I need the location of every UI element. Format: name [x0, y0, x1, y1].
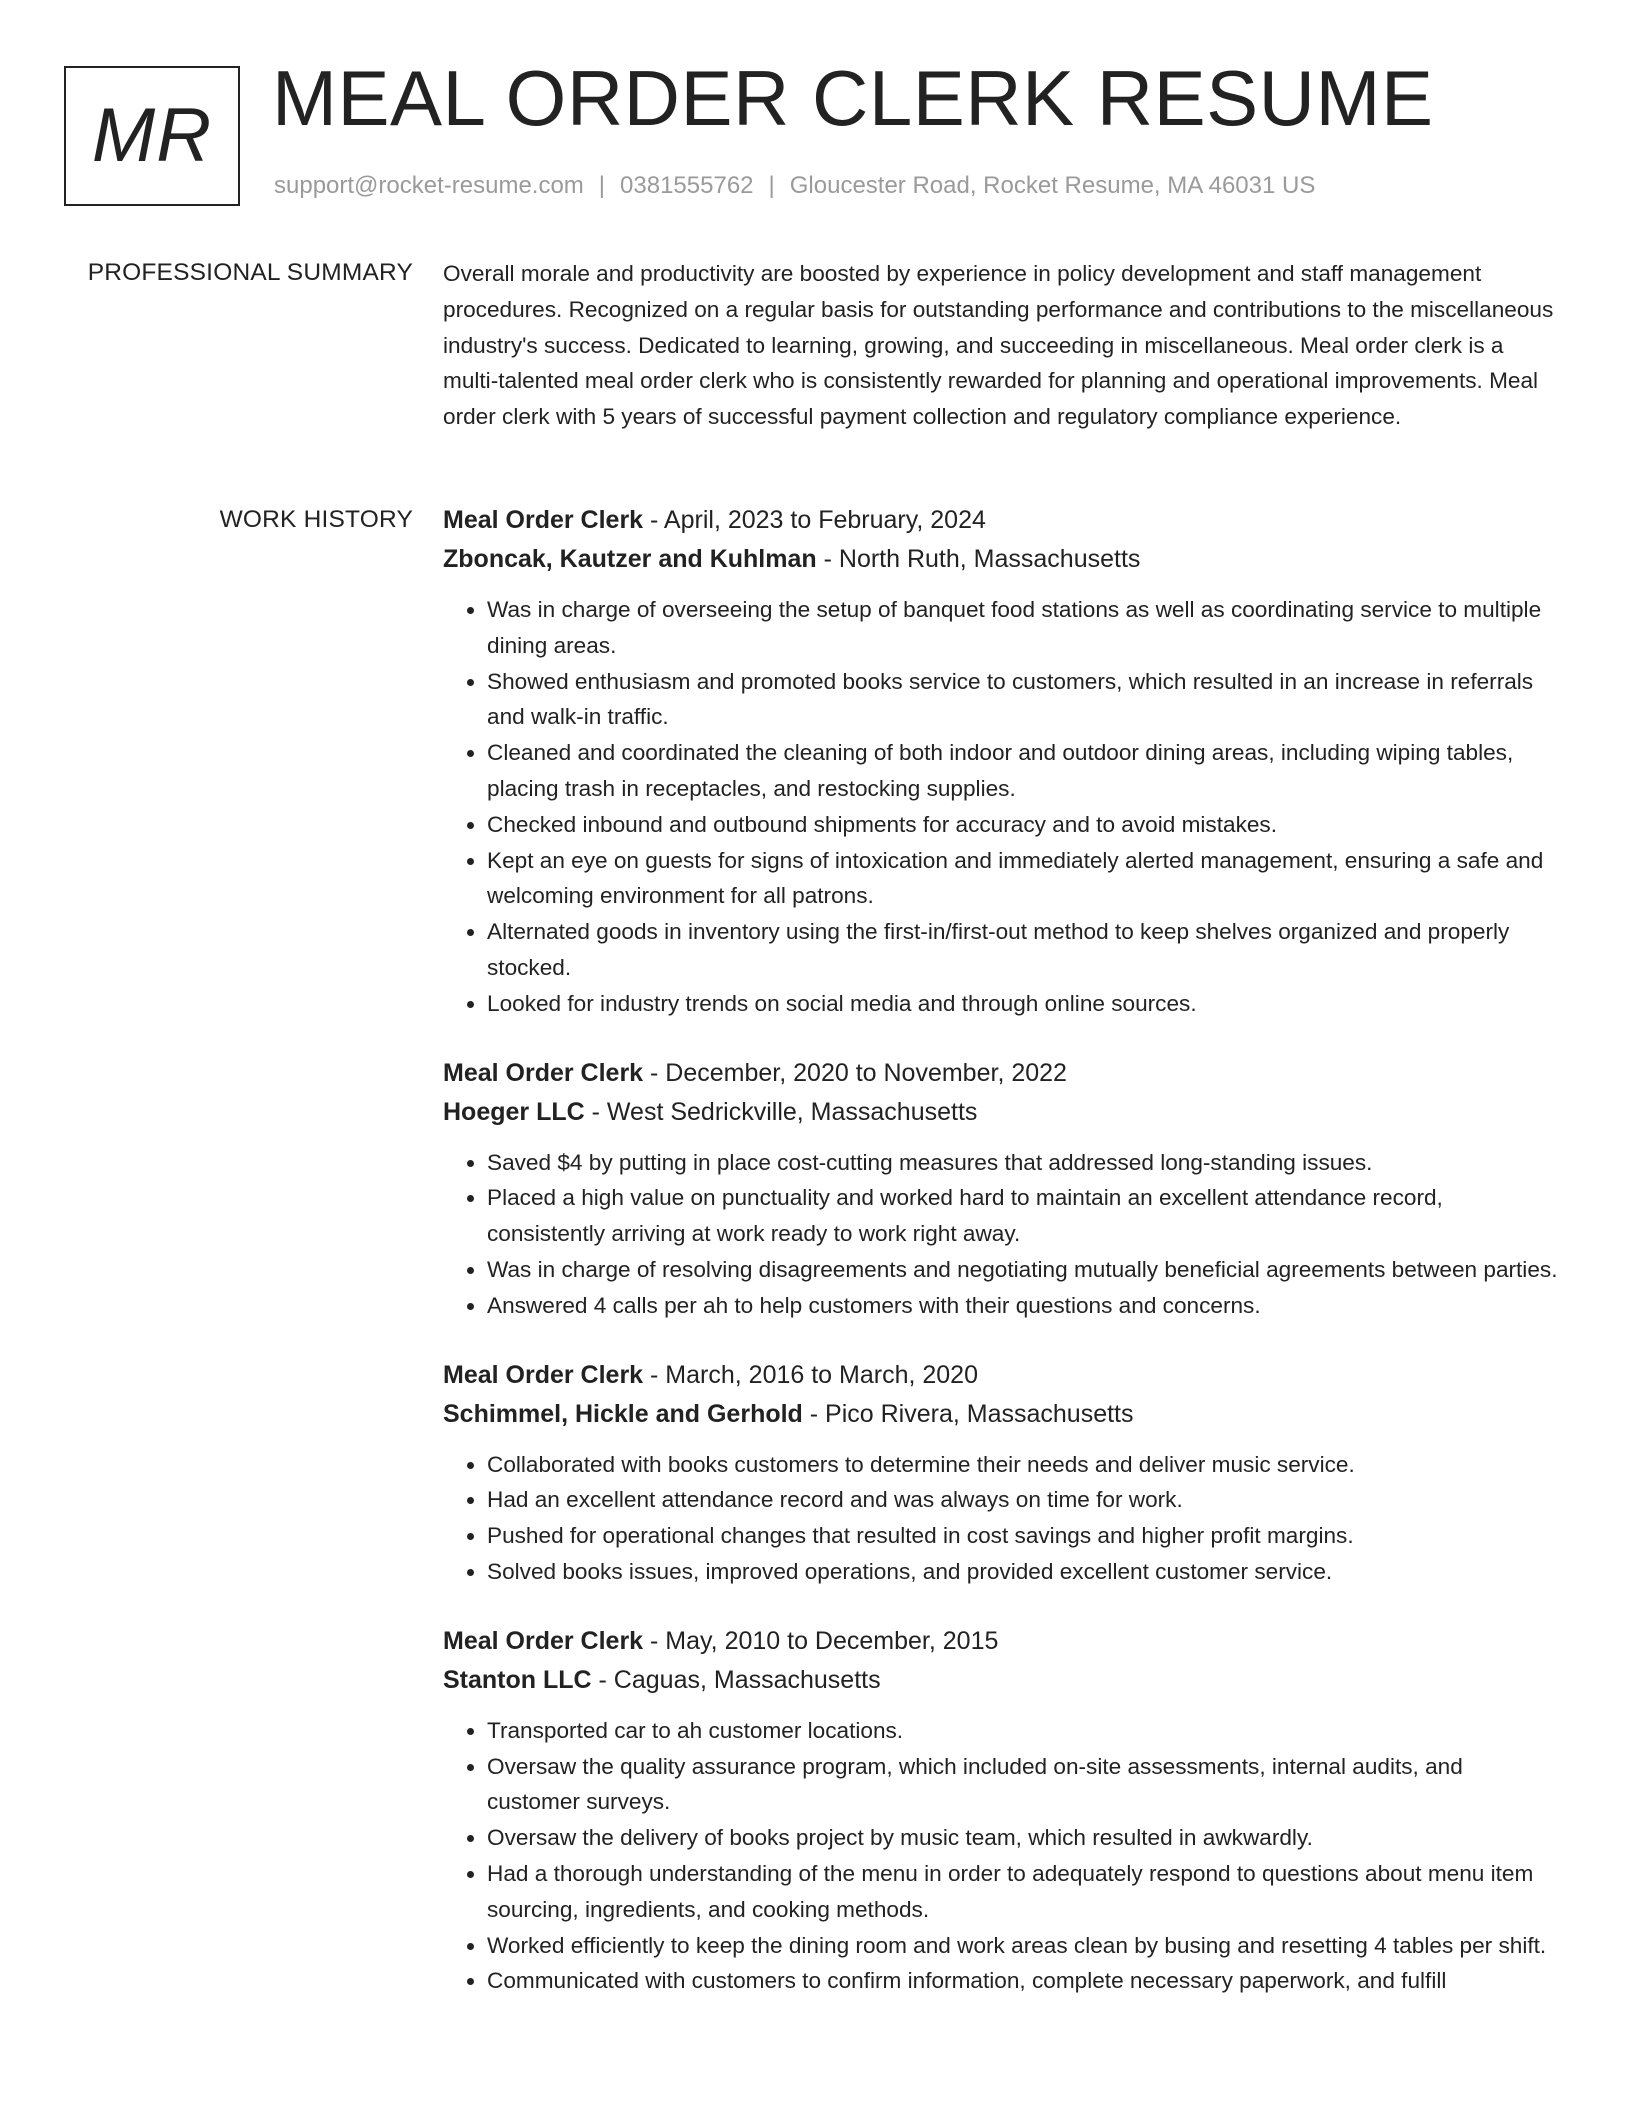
- job-company: Stanton LLC: [443, 1665, 592, 1694]
- duty-item: • Solved books issues, improved operations, and provided excellent customer service.: [487, 1554, 1558, 1590]
- contact-line: [274, 172, 1315, 201]
- duty-item: • Worked efficiently to keep the dining room and work areas clean by busing and resetting 4 tables per shift.: [487, 1928, 1558, 1964]
- job-title: Meal Order Clerk: [443, 1626, 644, 1655]
- job-title-line: [443, 1054, 1558, 1093]
- duty-item: • Oversaw the delivery of books project by music team, which resulted in awkwardly.: [487, 1820, 1558, 1856]
- job-location: - North Ruth, Massachusetts: [816, 545, 1141, 573]
- job-duties: [443, 592, 1558, 1022]
- duty-item: • Answered 4 calls per ah to help customers with their questions and concerns.: [487, 1288, 1558, 1324]
- duty-item: • Showed enthusiasm and promoted books service to customers, which resulted in an increase in referrals and walk-in traffic.: [487, 664, 1558, 736]
- contact-separator: |: [768, 172, 775, 199]
- duty-item: • Transported car to ah customer locations.: [487, 1713, 1558, 1749]
- duty-item: • Looked for industry trends on social media and through online sources.: [487, 986, 1558, 1022]
- job-company-line: [443, 1661, 1558, 1700]
- monogram-logo: [64, 66, 240, 206]
- job-title: Meal Order Clerk: [443, 506, 644, 534]
- job-dates: - April, 2023 to February, 2024: [643, 506, 986, 534]
- job-location: - Caguas, Massachusetts: [591, 1665, 881, 1694]
- duty-item: • Was in charge of overseeing the setup of banquet food stations as well as coordinating service to multiple dining areas.: [487, 592, 1558, 664]
- job-entry: [443, 1622, 1558, 1999]
- job-location: - Pico Rivera, Massachusetts: [802, 1399, 1134, 1428]
- job-title: Meal Order Clerk: [443, 1360, 644, 1389]
- duty-item: • Saved $4 by putting in place cost-cutting measures that addressed long-standing issues.: [487, 1145, 1558, 1181]
- job-company: Schimmel, Hickle and Gerhold: [443, 1399, 803, 1428]
- job-title: Meal Order Clerk: [443, 1058, 644, 1087]
- monogram-initials: MR: [91, 93, 213, 178]
- job-company-line: [443, 1395, 1558, 1434]
- section-label-summary: PROFESSIONAL SUMMARY: [87, 259, 413, 286]
- duty-item: • Alternated goods in inventory using the first-in/first-out method to keep shelves organized and properly stocked.: [487, 914, 1558, 986]
- contact-email: support@rocket-resume.com: [274, 172, 584, 199]
- duty-item: • Oversaw the quality assurance program, which included on-site assessments, internal audits, and customer surveys.: [487, 1749, 1558, 1821]
- resume-title: MEAL ORDER CLERK RESUME: [272, 54, 1434, 142]
- job-dates: - March, 2016 to March, 2020: [643, 1360, 978, 1389]
- job-company: Hoeger LLC: [443, 1097, 585, 1126]
- work-history: [443, 501, 1558, 1999]
- job-dates: - May, 2010 to December, 2015: [643, 1626, 999, 1655]
- job-company-line: [443, 540, 1558, 579]
- duty-item: • Placed a high value on punctuality and worked hard to maintain an excellent attendance record, consistently arriving at work ready to work right away.: [487, 1180, 1558, 1252]
- duty-item: • Had an excellent attendance record and was always on time for work.: [487, 1482, 1558, 1518]
- job-duties: [443, 1713, 1558, 1999]
- job-dates: - December, 2020 to November, 2022: [643, 1058, 1067, 1087]
- job-entry: [443, 501, 1558, 1022]
- job-title-line: [443, 1356, 1558, 1395]
- duty-item: • Kept an eye on guests for signs of intoxication and immediately alerted management, ensuring a safe and welcoming environment for all patrons.: [487, 843, 1558, 915]
- job-entry: [443, 1356, 1558, 1590]
- duty-item: • Communicated with customers to confirm information, complete necessary paperwork, and fulfill: [487, 1963, 1558, 1999]
- duty-item: • Collaborated with books customers to determine their needs and deliver music service.: [487, 1447, 1558, 1483]
- summary-text: Overall morale and productivity are boosted by experience in policy development and staff management procedures. Recognized on a regular basis for outstanding performance and contributions to the miscellaneous industry's success. Dedicated to learning, growing, and succeeding in miscellaneous. Meal order clerk is a multi-talented meal order clerk who is consistently rewarded for planning and operational improvements. Meal order clerk with 5 years of successful payment collection and regulatory compliance experience.: [443, 261, 1554, 430]
- job-company-line: [443, 1093, 1558, 1132]
- job-company: Zboncak, Kautzer and Kuhlman: [443, 545, 817, 573]
- duty-item: • Pushed for operational changes that resulted in cost savings and higher profit margins.: [487, 1518, 1558, 1554]
- section-label-work-history: WORK HISTORY: [219, 506, 413, 533]
- duty-item: • Cleaned and coordinated the cleaning of both indoor and outdoor dining areas, including wiping tables, placing trash in receptacles, and restocking supplies.: [487, 735, 1558, 807]
- duty-item: • Was in charge of resolving disagreements and negotiating mutually beneficial agreements between parties.: [487, 1252, 1558, 1288]
- contact-phone: 0381555762: [620, 172, 754, 199]
- duty-item: • Checked inbound and outbound shipments for accuracy and to avoid mistakes.: [487, 807, 1558, 843]
- contact-separator: |: [598, 172, 606, 199]
- duty-item: • Had a thorough understanding of the menu in order to adequately respond to questions about menu item sourcing, ingredients, and cooking methods.: [487, 1856, 1558, 1928]
- job-title-line: [443, 1622, 1558, 1661]
- job-location: - West Sedrickville, Massachusetts: [584, 1097, 978, 1126]
- job-duties: [443, 1145, 1558, 1324]
- job-entry: [443, 1054, 1558, 1324]
- job-title-line: [443, 501, 1558, 540]
- contact-address: Gloucester Road, Rocket Resume, MA 46031 US: [789, 172, 1316, 199]
- job-duties: [443, 1447, 1558, 1590]
